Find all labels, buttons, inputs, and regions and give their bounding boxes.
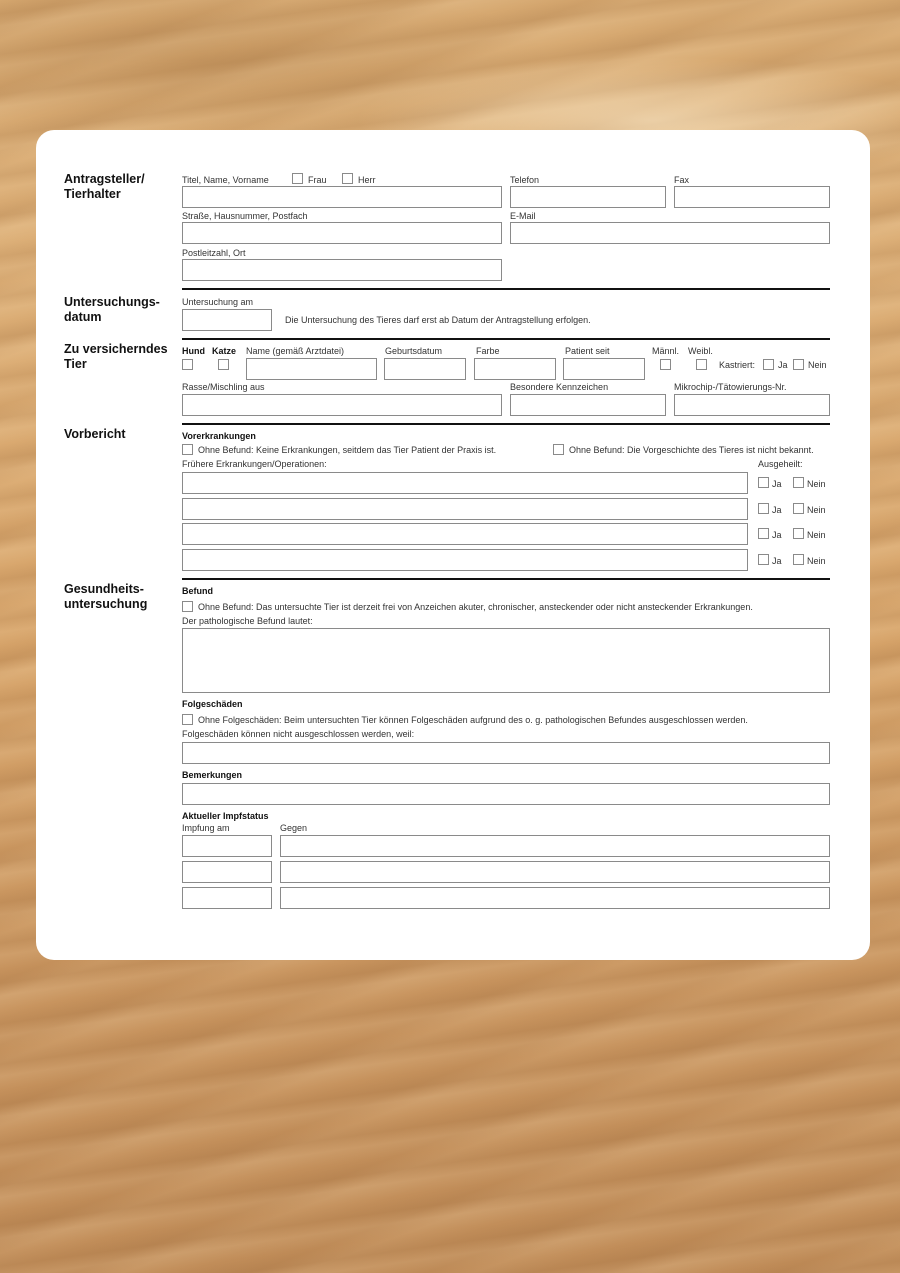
application-form xyxy=(36,130,870,960)
history-unknown-checkbox[interactable] xyxy=(553,444,564,455)
findings-title: Befund xyxy=(182,586,213,596)
birth-date-input[interactable] xyxy=(384,358,466,380)
marks-input[interactable] xyxy=(510,394,666,416)
dog-checkbox[interactable] xyxy=(182,359,193,370)
healed-no-label: Nein xyxy=(807,479,826,489)
healed-yes-label: Ja xyxy=(772,530,782,540)
no-findings-checkbox[interactable] xyxy=(182,601,193,612)
male-label: Männl. xyxy=(652,346,680,356)
healed-label: Ausgeheilt: xyxy=(758,459,803,469)
email-label: E-Mail xyxy=(510,211,536,221)
color-input[interactable] xyxy=(474,358,556,380)
female-checkbox[interactable] xyxy=(696,359,707,370)
exam-date-input[interactable] xyxy=(182,309,272,331)
no-consequences-label: Ohne Folgeschäden: Beim untersuchten Tier können Folgeschäden aufgrund des o. g. pathologischen Befundes ausgeschlossen werden. xyxy=(198,715,748,725)
healed-no-checkbox[interactable] xyxy=(793,503,804,514)
street-input[interactable] xyxy=(182,222,502,244)
vaccination-against-input-1[interactable] xyxy=(280,835,830,857)
frau-checkbox[interactable] xyxy=(292,173,303,184)
herr-label: Herr xyxy=(358,175,376,185)
phone-input[interactable] xyxy=(510,186,666,208)
remarks-title: Bemerkungen xyxy=(182,770,243,780)
birth-label: Geburtsdatum xyxy=(385,346,443,356)
fax-input[interactable] xyxy=(674,186,830,208)
name-input[interactable] xyxy=(182,186,502,208)
female-label: Weibl. xyxy=(688,346,713,356)
earlier-label: Frühere Erkrankungen/Operationen: xyxy=(182,459,327,469)
vaccination-date-input-1[interactable] xyxy=(182,835,272,857)
neutered-no-checkbox[interactable] xyxy=(793,359,804,370)
healed-yes-label: Ja xyxy=(772,479,782,489)
male-checkbox[interactable] xyxy=(660,359,671,370)
healed-yes-checkbox[interactable] xyxy=(758,477,769,488)
healed-no-label: Nein xyxy=(807,530,826,540)
healed-no-checkbox[interactable] xyxy=(793,528,804,539)
earlier-input-1[interactable] xyxy=(182,472,748,494)
remarks-input[interactable] xyxy=(182,783,830,805)
divider xyxy=(182,288,830,290)
street-label: Straße, Hausnummer, Postfach xyxy=(182,211,308,221)
history-unknown-label: Ohne Befund: Die Vorgeschichte des Tieres ist nicht bekannt. xyxy=(569,445,814,455)
dog-label: Hund xyxy=(182,346,205,356)
healed-yes-checkbox[interactable] xyxy=(758,554,769,565)
patient-since-label: Patient seit xyxy=(565,346,610,356)
animal-name-label: Name (gemäß Arztdatei) xyxy=(246,346,345,356)
earlier-input-4[interactable] xyxy=(182,549,748,571)
healed-no-checkbox[interactable] xyxy=(793,477,804,488)
zip-input[interactable] xyxy=(182,259,502,281)
color-label: Farbe xyxy=(476,346,500,356)
healed-no-label: Nein xyxy=(807,505,826,515)
frau-label: Frau xyxy=(308,175,327,185)
vaccination-date-input-2[interactable] xyxy=(182,861,272,883)
healed-no-label: Nein xyxy=(807,556,826,566)
consequences-title: Folgeschäden xyxy=(182,699,243,709)
phone-label: Telefon xyxy=(510,175,540,185)
breed-label: Rasse/Mischling aus xyxy=(182,382,265,392)
healed-yes-checkbox[interactable] xyxy=(758,528,769,539)
earlier-input-2[interactable] xyxy=(182,498,748,520)
neutered-label: Kastriert: xyxy=(719,360,756,370)
no-findings-label: Ohne Befund: Das untersuchte Tier ist derzeit frei von Anzeichen akuter, chronischer, ansteckender oder nicht ansteckender Erkrankungen. xyxy=(198,602,753,612)
history-no-findings-label: Ohne Befund: Keine Erkrankungen, seitdem das Tier Patient der Praxis ist. xyxy=(198,445,497,455)
animal-name-input[interactable] xyxy=(246,358,377,380)
vaccination-date-input-3[interactable] xyxy=(182,887,272,909)
against-label: Gegen xyxy=(280,823,308,833)
herr-checkbox[interactable] xyxy=(342,173,353,184)
vaccination-title: Aktueller Impfstatus xyxy=(182,811,269,821)
section-title-exam-date: Untersuchungs- datum xyxy=(64,295,160,324)
section-title-history: Vorbericht xyxy=(64,427,126,441)
cat-checkbox[interactable] xyxy=(218,359,229,370)
breed-input[interactable] xyxy=(182,394,502,416)
consequences-input[interactable] xyxy=(182,742,830,764)
vaccination-against-input-2[interactable] xyxy=(280,861,830,883)
patient-since-input[interactable] xyxy=(563,358,645,380)
name-label: Titel, Name, Vorname xyxy=(182,175,269,185)
divider xyxy=(182,423,830,425)
history-no-findings-checkbox[interactable] xyxy=(182,444,193,455)
email-input[interactable] xyxy=(510,222,830,244)
fax-label: Fax xyxy=(674,175,690,185)
neutered-yes-label: Ja xyxy=(778,360,788,370)
pathological-label: Der pathologische Befund lautet: xyxy=(182,616,313,626)
no-consequences-checkbox[interactable] xyxy=(182,714,193,725)
pathological-textarea[interactable] xyxy=(182,628,830,693)
chip-input[interactable] xyxy=(674,394,830,416)
divider xyxy=(182,338,830,340)
vaccination-against-input-3[interactable] xyxy=(280,887,830,909)
healed-yes-label: Ja xyxy=(772,556,782,566)
divider xyxy=(182,578,830,580)
section-title-applicant: Antragsteller/ Tierhalter xyxy=(64,172,145,201)
neutered-no-label: Nein xyxy=(808,360,827,370)
history-title: Vorerkrankungen xyxy=(182,431,256,441)
exam-date-label: Untersuchung am xyxy=(182,297,254,307)
healed-yes-checkbox[interactable] xyxy=(758,503,769,514)
neutered-yes-checkbox[interactable] xyxy=(763,359,774,370)
section-title-health: Gesundheits- untersuchung xyxy=(64,582,148,611)
section-title-animal: Zu versicherndes Tier xyxy=(64,342,168,371)
consequences-label: Folgeschäden können nicht ausgeschlossen werden, weil: xyxy=(182,729,415,739)
vaccinated-on-label: Impfung am xyxy=(182,823,230,833)
cat-label: Katze xyxy=(212,346,237,356)
marks-label: Besondere Kennzeichen xyxy=(510,382,609,392)
earlier-input-3[interactable] xyxy=(182,523,748,545)
chip-label: Mikrochip-/Tätowierungs-Nr. xyxy=(674,382,787,392)
exam-date-note: Die Untersuchung des Tieres darf erst ab Datum der Antragstellung erfolgen. xyxy=(285,315,591,325)
healed-yes-label: Ja xyxy=(772,505,782,515)
healed-no-checkbox[interactable] xyxy=(793,554,804,565)
zip-label: Postleitzahl, Ort xyxy=(182,248,246,258)
